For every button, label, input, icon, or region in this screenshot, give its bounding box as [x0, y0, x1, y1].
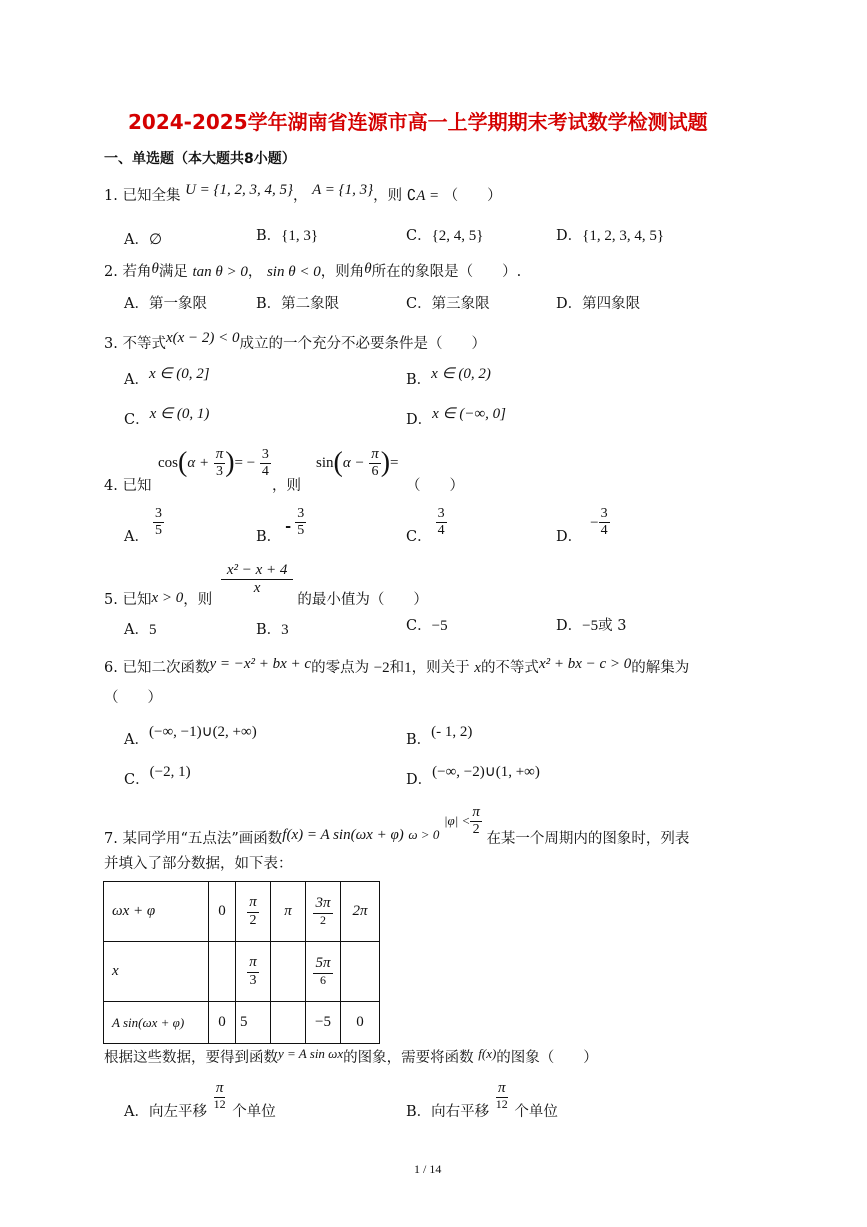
question-4-paren: （ ）: [406, 478, 464, 494]
table-cell: [271, 942, 306, 1002]
table-cell: 5: [236, 1002, 271, 1044]
table-row: [104, 942, 380, 1002]
page-number: 1 / 14: [414, 1162, 442, 1176]
table-row: [104, 1002, 380, 1044]
q2-option-d: D．第四象限: [556, 296, 641, 312]
question-6-paren: （ ）: [104, 690, 162, 706]
question-6: 6. 已知二次函数y = −x² + bx + c的零点为 −2和1，则关于 x的不等式x² + bx − c > 0的解集为: [104, 656, 690, 676]
table-cell: $\frac{\pi}{3}$: [236, 942, 271, 1002]
question-4-expr-sin: sin(α − $\frac{\pi}{6}$ )=: [316, 446, 399, 480]
table-cell: π: [271, 882, 306, 942]
q6-option-c: C．(−2, 1): [124, 764, 191, 788]
table-cell: 0: [209, 882, 236, 942]
q3-option-d: D．x ∈ (−∞, 0]: [406, 406, 507, 428]
table-cell: [271, 1002, 306, 1044]
document-title: 2024-2025学年湖南省连源市高一上学期期末考试数学检测试题: [128, 110, 708, 134]
question-2: 2. 若角θ满足 tan θ > 0， sin θ < 0，则角θ所在的象限是（ ）.: [104, 261, 522, 280]
question-5: 5. 已知x > 0，则 $\frac{\text{x² − x + 4}}{x}$ 的最小值为（ ）: [104, 562, 428, 608]
table-cell: $\frac{\pi}{2}$: [236, 882, 271, 942]
q2-option-a: A．第一象限: [124, 296, 207, 312]
q2-option-c: C．第三象限: [406, 296, 490, 312]
question-7: 7. 某同学用“五点法”画函数f(x) = A sin(ωx + φ) ω > 0 |φ| < $\frac{\pi}{2}$ 在某一个周期内的图象时，列表: [104, 804, 690, 848]
q4-option-b: B．- $\frac{3}{5}$: [256, 506, 305, 545]
section-heading: 一、单选题（本大题共8小题）: [104, 151, 296, 167]
table-cell: $\frac{5\pi}{6}$: [306, 942, 341, 1002]
table-cell: 2π: [341, 882, 380, 942]
q6-option-a: A．(−∞, −1)∪(2, +∞): [124, 724, 257, 748]
q4-option-d: D．− $\frac{3}{4}$: [556, 506, 608, 545]
question-4-then: ，则: [272, 478, 301, 494]
question-7-line3: 根据这些数据，要得到函数y = A sin ωx的图象，需要将函数 f(x)的图象（ ）: [104, 1046, 598, 1066]
q7-option-a: A．向左平移 $\frac{\pi}{12}$ 个单位: [124, 1080, 276, 1121]
q1-option-b: B．{1, 3}: [256, 228, 319, 244]
q5-option-c: C．−5: [406, 618, 448, 634]
q7-option-b: B．向右平移 $\frac{\pi}{12}$ 个单位: [406, 1080, 558, 1121]
table-cell: A sin(ωx + φ): [104, 1002, 209, 1044]
table-cell: x: [104, 942, 209, 1002]
q5-option-a: A．5: [124, 622, 157, 638]
q4-option-a: A． $\frac{3}{5}$: [124, 506, 162, 545]
question-4-expr-cos: cos(α + $\frac{\pi}{3}$ )= − $\frac{3}{4}$: [158, 446, 269, 480]
table-cell: 0: [341, 1002, 380, 1044]
question-4: 4. 已知: [104, 478, 152, 494]
q1-option-a: A．∅: [124, 232, 163, 248]
q3-option-a: A．x ∈ (0, 2]: [124, 366, 210, 388]
q3-option-b: B．x ∈ (0, 2): [406, 366, 491, 388]
question-7-line2: 并填入了部分数据，如下表：: [104, 856, 293, 872]
q5-option-b: B．3: [256, 622, 289, 638]
table-cell: [341, 942, 380, 1002]
q6-option-b: B．(- 1, 2): [406, 724, 473, 748]
table-cell: 0: [209, 1002, 236, 1044]
question-3: 3. 不等式x(x − 2) < 0成立的一个充分不必要条件是（ ）: [104, 330, 487, 352]
table-cell: −5: [306, 1002, 341, 1044]
question-1: 1. 已知全集 U = {1, 2, 3, 4, 5}， A = {1, 3}，则 ∁A = （ ）: [104, 182, 502, 204]
q6-option-d: D．(−∞, −2)∪(1, +∞): [406, 764, 540, 788]
five-point-table: [103, 881, 380, 1044]
table-cell: ωx + φ: [104, 882, 209, 942]
q4-option-c: C． $\frac{3}{4}$: [406, 506, 445, 545]
q3-option-c: C．x ∈ (0, 1): [124, 406, 210, 428]
q5-option-d: D．−5或 3: [556, 618, 627, 634]
table-cell: [209, 942, 236, 1002]
table-cell: $\frac{3\pi}{2}$: [306, 882, 341, 942]
q2-option-b: B．第二象限: [256, 296, 340, 312]
table-row: [104, 882, 380, 942]
q1-option-c: C．{2, 4, 5}: [406, 228, 484, 244]
q1-option-d: D．{1, 2, 3, 4, 5}: [556, 228, 665, 244]
